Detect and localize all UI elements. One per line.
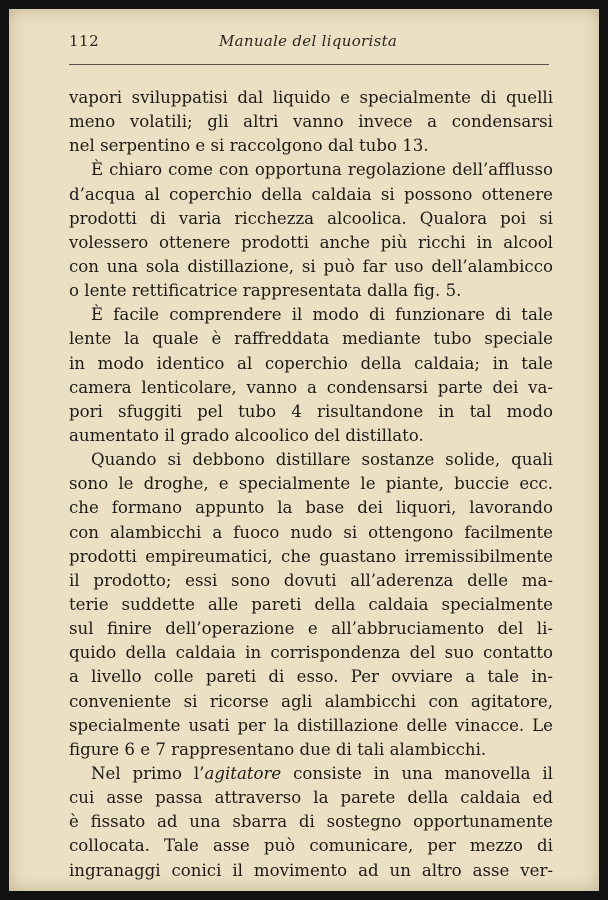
body-text [69, 86, 553, 883]
line-text: pori sfuggiti pel tubo 4 risultandone in tal modo [69, 401, 553, 421]
line-text: è fissato ad una sbarra di sostegno opportunamente [69, 812, 553, 832]
text-line [69, 231, 553, 255]
text-line [69, 279, 553, 303]
line-text: È facile comprendere il modo di funzionare di tale [91, 305, 553, 325]
text-line [69, 207, 553, 231]
line-text-continued: consiste in una manovella il [281, 763, 553, 783]
line-text: il prodotto; essi sono dovuti all’aderenza delle ma- [69, 570, 553, 590]
line-text: lente la quale è raffreddata mediante tubo speciale [69, 329, 553, 349]
line-text: camera lenticolare, vanno a condensarsi parte dei va- [69, 377, 553, 397]
text-line [69, 472, 553, 496]
text-line [69, 834, 553, 858]
text-line [69, 448, 553, 472]
line-italic-text: agitatore [204, 763, 282, 783]
text-line [69, 569, 553, 593]
text-line [69, 424, 553, 448]
line-text: sul finire dell’operazione e all’abbruciamento del li- [69, 619, 553, 639]
text-line [69, 762, 553, 786]
line-text: collocata. Tale asse può comunicare, per mezzo di [69, 836, 553, 856]
running-title: Manuale del liquorista [219, 32, 398, 50]
line-text: d’acqua al coperchio della caldaia si possono ottenere [69, 184, 553, 204]
line-text: o lente rettificatrice rappresentata dalla fig. 5. [69, 281, 462, 301]
line-text: conveniente si ricorse agli alambicchi con agitatore, [69, 691, 553, 711]
line-text: con una sola distillazione, si può far uso dell’alambicco [69, 256, 553, 276]
text-line [69, 786, 553, 810]
line-text: a livello colle pareti di esso. Per ovviare a tale in- [69, 667, 553, 687]
line-text: quido della caldaia in corrispondenza del suo contatto [69, 643, 553, 663]
text-line [69, 110, 553, 134]
text-line [69, 158, 553, 182]
text-line [69, 810, 553, 834]
line-text: con alambicchi a fuoco nudo si ottengono facilmente [69, 522, 553, 542]
line-text: È chiaro come con opportuna regolazione dell’afflusso [91, 160, 553, 180]
line-text: terie suddette alle pareti della caldaia specialmente [69, 594, 553, 614]
text-line [69, 617, 553, 641]
text-line [69, 86, 553, 110]
line-text: sono le droghe, e specialmente le piante, buccie ecc. [69, 474, 553, 494]
line-text: in modo identico al coperchio della caldaia; in tale [69, 353, 553, 373]
line-text: figure 6 e 7 rappresentano due di tali alambicchi. [69, 739, 487, 759]
line-text: Nel primo l’ [91, 763, 205, 783]
text-line [69, 521, 553, 545]
header-rule [69, 64, 549, 65]
text-line [69, 255, 553, 279]
text-line [69, 593, 553, 617]
text-line [69, 690, 553, 714]
line-text: prodotti empireumatici, che guastano irremissibilmente [69, 546, 553, 566]
line-text: Quando si debbono distillare sostanze solide, quali [91, 450, 553, 470]
text-line [69, 738, 553, 762]
text-line [69, 665, 553, 689]
text-line [69, 303, 553, 327]
page-header [69, 32, 549, 54]
line-text: volessero ottenere prodotti anche più ricchi in alcool [69, 232, 553, 252]
line-text: nel serpentino e si raccolgono dal tubo 13. [69, 136, 429, 156]
line-text: ingranaggi conici il movimento ad un altro asse ver- [69, 860, 553, 880]
line-text: aumentato il grado alcoolico del distillato. [69, 425, 424, 445]
text-line [69, 545, 553, 569]
line-text: cui asse passa attraverso la parete della caldaia ed [69, 788, 553, 808]
page-number: 112 [69, 32, 100, 50]
line-text: vapori sviluppatisi dal liquido e specialmente di quelli [69, 88, 553, 107]
line-text: che formano appunto la base dei liquori, lavorando [69, 498, 553, 518]
line-text: prodotti di varia ricchezza alcoolica. Qualora poi si [69, 208, 553, 228]
text-line [69, 859, 553, 883]
text-line [69, 134, 553, 158]
text-line [69, 327, 553, 351]
text-line [69, 183, 553, 207]
book-page [9, 9, 599, 891]
line-text: specialmente usati per la distillazione delle vinacce. Le [69, 715, 553, 735]
text-line [69, 352, 553, 376]
text-line [69, 714, 553, 738]
text-line [69, 641, 553, 665]
text-line [69, 400, 553, 424]
line-text: meno volatili; gli altri vanno invece a condensarsi [69, 112, 553, 132]
text-line [69, 376, 553, 400]
text-line [69, 496, 553, 520]
